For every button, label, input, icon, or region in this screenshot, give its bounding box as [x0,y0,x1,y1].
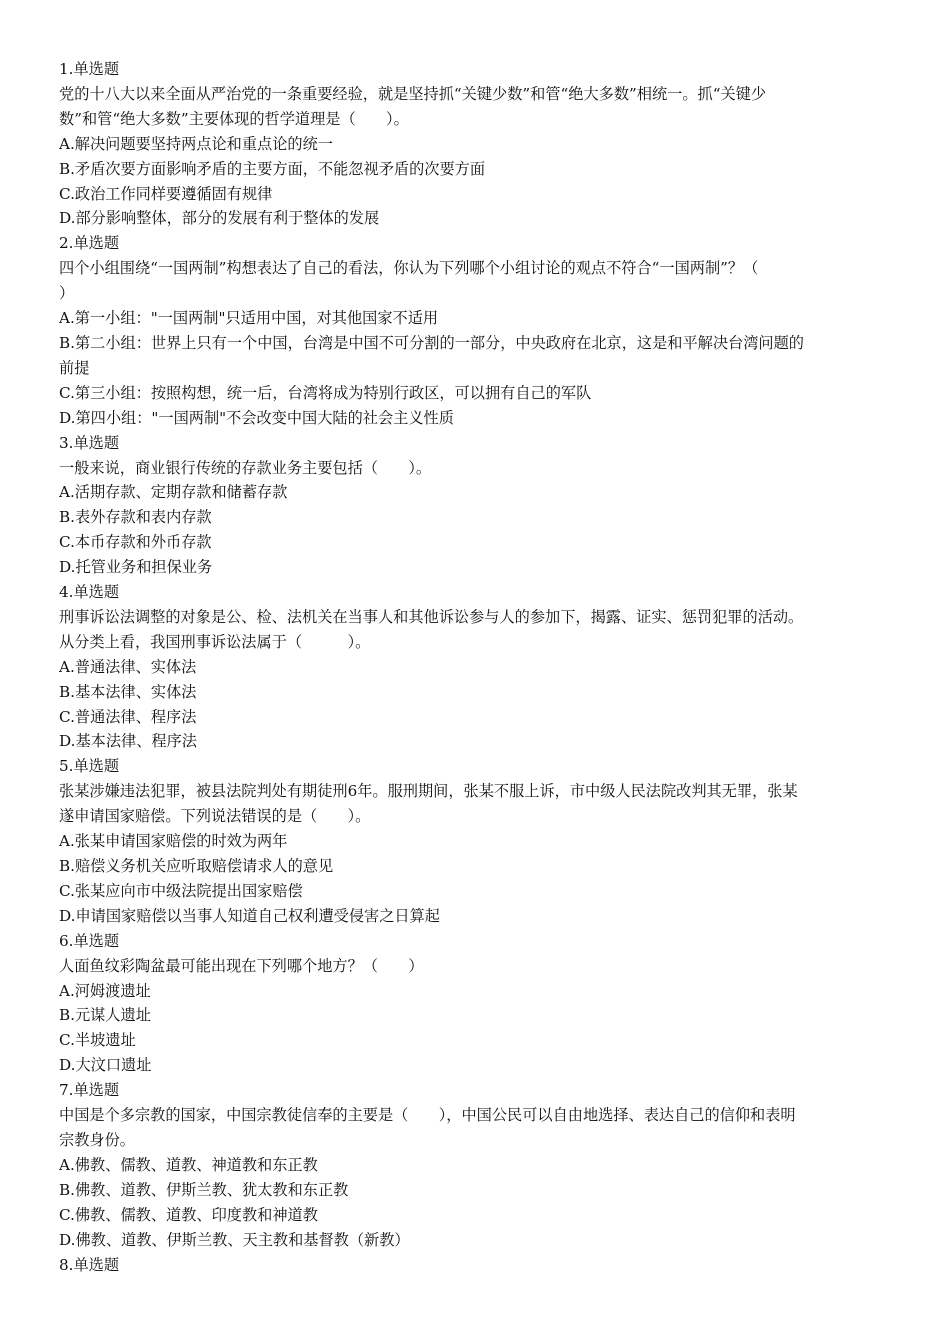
option-b-continued: 前提 [59,358,90,377]
question-type: 1.单选题 [59,60,120,78]
question-7 [59,1078,890,1252]
option-a: A.佛教、儒教、道教、神道教和东正教 [59,1155,318,1174]
question-stem-line: 四个小组围绕“一国两制”构想表达了自己的看法，你认为下列哪个小组讨论的观点不符合“一国两制”？（ [59,259,759,278]
question-5 [59,754,890,928]
question-4 [59,580,890,754]
question-stem-line: 一般来说，商业银行传统的存款业务主要包括（ ）。 [59,458,432,477]
option-a: A.普通法律、实体法 [59,657,197,676]
option-c: C.普通法律、程序法 [59,707,197,726]
question-type: 6.单选题 [59,931,120,950]
option-d: D.佛教、道教、伊斯兰教、天主教和基督教（新教） [59,1230,410,1249]
option-c: C.半坡遗址 [59,1031,136,1050]
question-stem-line: 刑事诉讼法调整的对象是公、检、法机关在当事人和其他诉讼参与人的参加下，揭露、证实、惩罚犯罪的活动。 [59,607,804,626]
option-d: D.申请国家赔偿以当事人知道自己权利遭受侵害之日算起 [59,906,440,925]
question-stem-line: 宗教身份。 [59,1130,135,1149]
question-type: 7.单选题 [59,1081,120,1100]
question-stem-line: 人面鱼纹彩陶盆最可能出现在下列哪个地方？（ ） [59,956,424,975]
option-c: C.政治工作同样要遵循固有规律 [59,184,273,203]
option-b: B.赔偿义务机关应听取赔偿请求人的意见 [59,857,334,875]
question-2 [59,231,890,430]
option-a: A.张某申请国家赔偿的时效为两年 [59,832,288,851]
option-c: C.第三小组：按照构想，统一后，台湾将成为特别行政区，可以拥有自己的军队 [59,383,592,402]
option-d: D.托管业务和担保业务 [59,558,213,577]
option-b: B.基本法律、实体法 [59,682,197,701]
question-stem-line: 中国是个多宗教的国家，中国宗教徒信奉的主要是（ ），中国公民可以自由地选择、表达自己的信仰和表明 [59,1106,796,1125]
option-b: B.佛教、道教、伊斯兰教、犹太教和东正教 [59,1180,349,1199]
option-a: A.河姆渡遗址 [59,981,151,1000]
option-b: B.表外存款和表内存款 [59,508,212,527]
question-stem-line: ） [59,284,75,303]
question-stem-line: 张某涉嫌违法犯罪，被县法院判处有期徒刑6年。服刑期间，张某不服上诉，市中级人民法院改判其无罪，张某 [59,782,798,801]
option-c: C.本币存款和外币存款 [59,533,212,552]
question-stem-line: 从分类上看，我国刑事诉讼法属于（ ）。 [59,632,371,651]
question-3 [59,431,890,580]
option-c: C.张某应向市中级法院提出国家赔偿 [59,881,303,900]
question-type: 4.单选题 [59,583,120,602]
option-c: C.佛教、儒教、道教、印度教和神道教 [59,1205,318,1224]
option-a: A.解决问题要坚持两点论和重点论的统一 [59,134,333,153]
question-type: 8.单选题 [59,1255,120,1274]
option-b: B.矛盾次要方面影响矛盾的主要方面，不能忽视矛盾的次要方面 [59,159,486,178]
option-d: D.部分影响整体，部分的发展有利于整体的发展 [59,209,380,228]
option-b: B.第二小组：世界上只有一个中国，台湾是中国不可分割的一部分，中央政府在北京，这是和平解决台湾问题的 [59,333,804,352]
question-stem-line: 党的十八大以来全面从严治党的一条重要经验，就是坚持抓“关键少数”和管“绝大多数”相统一。抓“关键少 [59,84,767,103]
option-d: D.基本法律、程序法 [59,732,197,751]
question-stem-line: 遂申请国家赔偿。下列说法错误的是（ ）。 [59,807,371,826]
option-d: D.第四小组："一国两制"不会改变中国大陆的社会主义性质 [59,408,454,427]
option-a: A.活期存款、定期存款和储蓄存款 [59,483,288,502]
question-type: 3.单选题 [59,433,120,452]
option-b: B.元谋人遗址 [59,1006,151,1025]
question-type: 5.单选题 [59,757,120,776]
question-stem-line: 数”和管“绝大多数”主要体现的哲学道理是（ ）。 [59,109,409,128]
option-d: D.大汶口遗址 [59,1056,152,1075]
question-1 [59,57,890,231]
question-6 [59,929,890,1078]
option-a: A.第一小组："一国两制"只适用中国，对其他国家不适用 [59,309,439,328]
question-8 [59,1253,890,1278]
question-type: 2.单选题 [59,234,120,253]
